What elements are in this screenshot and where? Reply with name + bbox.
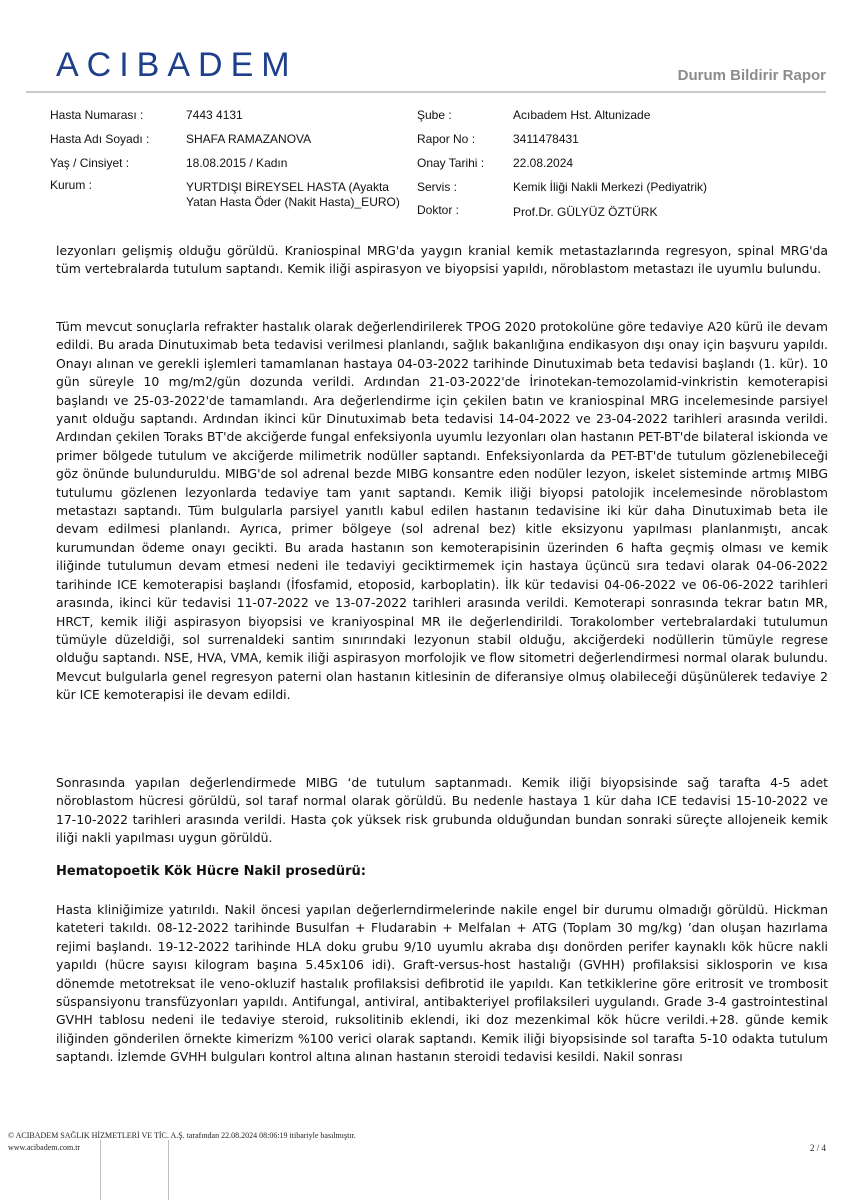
header-divider	[26, 91, 826, 93]
hospital-logo: ACIBADEM	[56, 46, 298, 84]
paragraph-1: lezyonları gelişmiş olduğu görüldü. Kraniospinal MRG'da yaygın kranial kemik metastazlarında regresyon, spinal MRG'da tüm vertebralarda tutulum saptandı. Kemik iliği aspirasyon ve biyopsisi yapıldı, nöroblastom metastazı ile uyumlu bulundu.	[56, 243, 828, 277]
paragraph-2: Tüm mevcut sonuçlarla refrakter hastalık olarak değerlendirilerek TPOG 2020 protokolüne göre tedaviye A20 kürü ile devam edildi. Bu arada Dinutuximab beta tedavisi verilmesi planlandı, sağlık bakanlığına endikasyon dışı onay için başvuru yapıldı. Onayı alınan ve gerekli işlemleri tamamlanan hastaya 04-03-2022 tarihinde Dinutuximab beta tedavisi başlandı (1. kür). 10 gün süreyle 10 mg/m2/gün dozunda verildi. Ardından 21-03-2022'de İrinotekan-temozolamid-vinkristin kemoterapisi başlandı ve 25-03-2022'de tamamlandı. Ara değerlendirme için çekilen batın ve kraniospinal MRG incelemesinde parsiyel yanıt olduğu saptandı. Ardından ikinci kür Dinutuximab beta tedavisi 14-04-2022 ve 23-04-2022 tarihleri arasında verildi. Ardından çekilen Toraks BT'de akciğerde fungal enfeksiyonla uyumlu lezyonları olan hastanın PET-BT'de bilateral iskionda ve primer bölgede tutulum ve akciğerde milimetrik nodüller saptandı. Enfeksiyonlarda da PET-BT'de tutulum gözlenebileceği göz önünde bulunduruldu. MIBG'de sol adrenal bezde MIBG konsantre eden nodüler lezyon, iskelet sisteminde artmış MIBG tutulumu gözlenen lezyonlarda tedaviye tam yanıt saptandı. Kemik iliği biyopsi patolojik incelemesinde nöroblastom metastazı saptandı. Tüm bulgularla parsiyel yanıtlı kabul edilen hastanın tedavisine iki kür daha Dinutuximab beta ile devam edilmesi planlandı. Ayrıca, primer bölgeye (sol adrenal bez) kitle eksizyonu yapılması planlanmıştı, ancak kurumundan ödeme onayı gecikti. Bu arada hastanın son kemoterapisinin üzerinden 6 hafta geçmiş olması ve kemik iliğinde tutulumun devam etmesi nedeni ile tedaviyi geciktirmemek için hastaya üçüncü sıra tedavi olarak 04-06-2022 tarihinde ICE kemoterapisi başlandı (İfosfamid, etoposid, karboplatin). İlk kür tedavisi 04-06-2022 ve 06-06-2022 tarihleri arasında, ikinci kür tedavisi 11-07-2022 ve 13-07-2022 tarihleri arasında verildi. Kemoterapi sonrasında tekrar batın MR, HRCT, kemik iliği aspirasyon biyopsisi ve kraniyospinal MR ile değerlendirildi. Torakolomber vertebralardaki tutulumun tümüyle düzeldiği, sol surrenaldeki santim sınırındaki lezyonun stabil olduğu, akciğerdeki nodüllerin tümüyle regrese olduğu saptandı. NSE, HVA, VMA, kemik iliği aspirasyon morfolojik ve flow sitometri değerlendirmesi normal olarak bulundu. Mevcut bulgularla genel regresyon paterni olan hastanın kitlesinin de diferansiye olmuş olabileceği düşünülerek tedaviye 2 kür ICE kemoterapisi ile devam edildi.	[56, 319, 828, 703]
patient-number-label: Hasta Numarası :	[50, 108, 144, 122]
page-number: 2 / 4	[809, 1143, 826, 1153]
paragraph-3: Sonrasında yapılan değerlendirmede MIBG ‘de tutulum saptanmadı. Kemik iliği biyopsisinde sağ tarafta 4-5 adet nöroblastom hücresi görüldü, sol taraf normal olarak görüldü. Bu nedenle hastaya 1 kür daha ICE tedavisi 15-10-2022 ve 17-10-2022 tarihleri arasında verildi. Hasta çok yüksek risk grubunda olduğundan bundan sonraki süreçte allojeneik kemik iliği nakli yapılması uygun görüldü.	[56, 775, 828, 846]
footer-divider-right	[168, 1140, 169, 1200]
patient-name-value: SHAFA RAMAZANOVA	[186, 132, 312, 146]
service-label: Servis :	[417, 180, 458, 194]
doctor-value: Prof.Dr. GÜLYÜZ ÖZTÜRK	[513, 205, 658, 219]
footer-copyright: © ACIBADEM SAĞLIK HİZMETLERİ VE TİC. A.Ş. tarafından 22.08.2024 08:06:19 itibariyle basılmıştır.	[8, 1131, 356, 1140]
service-value: Kemik İliği Nakli Merkezi (Pediyatrik)	[513, 180, 708, 194]
paragraph-4: Hasta kliniğimize yatırıldı. Nakil öncesi yapılan değerlerndirmelerinde nakile engel bir durumu olmadığı görüldü. Hickman kateteri takıldı. 08-12-2022 tarihinde Busulfan + Fludarabin + Melfalan + ATG (Toplam 30 mg/kg) ’dan oluşan hazırlama rejimi başlandı. 19-12-2022 tarihinde HLA doku grubu 9/10 uyumlu akraba dışı donörden perifer kaynaklı kök hücre nakli yapıldı (hücre sayısı kilogram başına 5.45x106 idi). Graft-versus-host hastalığı (GVHH) profilaksisi siklosporin ve kısa dönemde metotreksat ile veno-okluzif hastalık profilaksisi defibrotid ile yapıldı. Kan tetkiklerine göre eritrosit ve trombosit süspansiyonu transfüzyonları yapıldı. Antifungal, antiviral, antibakteriyel profilaksileri uygulandı. Grade 3-4 gastrointestinal GVHH tablosu nedeni ile tedaviye steroid, ruksolitinib eklendi, iki doz mezenkimal kök hücre verildi.+28. günde kemik iliğinden gönderilen örnekte kimerizm %100 verici olarak saptandı. Kemik iliği biyopsisinde sol tarafta 5-10 odakta tutulum saptandı. İzlemde GVHH bulguları kontrol altına alınan hastanın steroidi tedavisi kesildi. Nakil sonrası	[56, 902, 828, 1065]
footer-website[interactable]: www.acibadem.com.tr	[8, 1143, 81, 1152]
section-title: Hematopoetik Kök Hücre Nakil prosedürü:	[56, 864, 366, 879]
patient-age-value: 18.08.2015 / Kadın	[186, 156, 288, 170]
institution-value: YURTDIŞI BİREYSEL HASTA (Ayakta Yatan Hasta Öder (Nakit Hasta)_EURO)	[186, 180, 400, 209]
doctor-label: Doktor :	[417, 203, 460, 217]
approval-date-value: 22.08.2024	[513, 156, 574, 170]
report-no-label: Rapor No :	[417, 132, 476, 146]
patient-age-label: Yaş / Cinsiyet :	[50, 156, 130, 170]
patient-number-value: 7443 4131	[186, 108, 243, 122]
institution-label: Kurum :	[50, 178, 93, 192]
branch-label: Şube :	[417, 108, 452, 122]
patient-name-label: Hasta Adı Soyadı :	[50, 132, 150, 146]
report-title: Durum Bildirir Rapor	[677, 67, 826, 84]
report-no-value: 3411478431	[513, 132, 579, 146]
branch-value: Acıbadem Hst. Altunizade	[513, 108, 651, 122]
footer-divider-left	[100, 1140, 101, 1200]
approval-date-label: Onay Tarihi :	[417, 156, 485, 170]
